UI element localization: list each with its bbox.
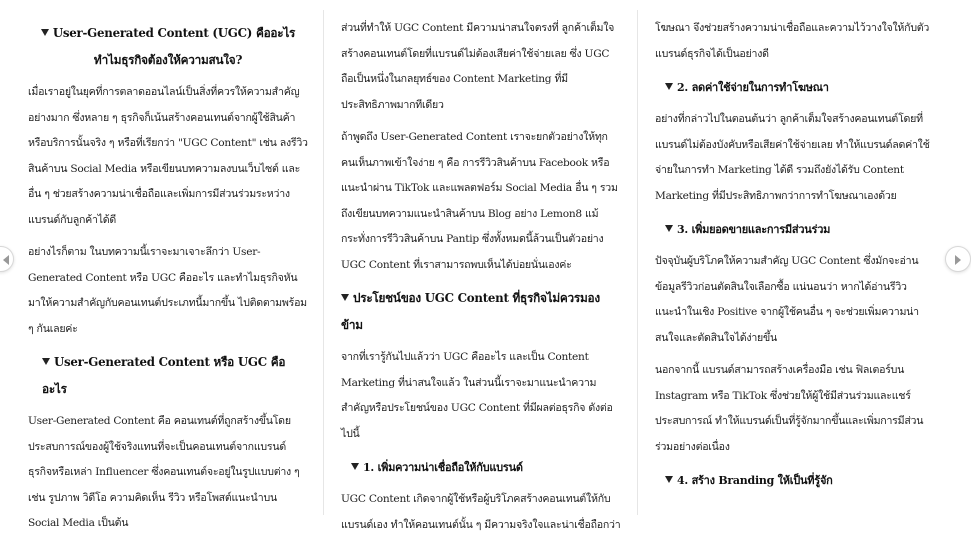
paragraph-benefit-1: UGC Content เกิดจากผู้ใช้หรือผู้บริโภคสร้างคอนเทนต์ให้กับแบรนด์เอง ทำให้คอนเทนต์นั้น ๆ มีความจริงใจและน่าเชื่อถือกว่า [341,493,621,531]
paragraph-benefits-intro: จากที่เรารู้กันไปแล้วว่า UGC คืออะไร และเป็น Content Marketing ที่น่าสนใจแล้ว ในส่วนนี้เราจะมาแนะนำความสำคัญหรือประโยชน์ของ UGC Content ที่มีผลต่อธุรกิจ ดังต่อไปนี้ [341,351,613,440]
heading-ugc-main: User-Generated Content (UGC) คืออะไร ทำไมธุรกิจต้องให้ความสนใจ? [28,20,308,74]
chevron-left-icon [3,255,9,265]
heading-ugc-what: User-Generated Content หรือ UGC คืออะไร [42,355,286,396]
heading-benefit-3: 3. เพิ่มยอดขายและการมีส่วนร่วม [655,216,933,243]
next-page-button[interactable] [945,246,971,272]
chevron-right-icon [955,255,961,265]
paragraph-overview: อย่างไรก็ตาม ในบทความนี้เราจะมาเจาะลึกว่า User-Generated Content หรือ UGC คืออะไร และทำไมธุรกิจหันมาให้ความสำคัญกับคอนเทนต์ประเภทนี้มากขึ้น ไปติดตามพร้อม ๆ กันเลยค่ะ [28,246,307,335]
paragraph-interest: ส่วนที่ทำให้ UGC Content มีความน่าสนใจตรงที่ ลูกค้าเต็มใจสร้างคอนเทนต์โดยที่แบรนด์ไม่ต้องเสียค่าใช้จ่ายเลย ซึ่ง UGC ถือเป็นหนึ่งในกลยุทธ์ของ Content Marketing ที่มีประสิทธิภาพมากทีเดียว [341,22,615,111]
triangle-bullet-icon [665,476,673,483]
triangle-bullet-icon [42,358,50,365]
paragraph-benefit-1-cont: โฆษณา จึงช่วยสร้างความน่าเชื่อถือและความไว้วางใจให้กับตัวแบรนด์ธุรกิจได้เป็นอย่างดี [655,22,930,60]
column-divider [323,10,324,515]
paragraph-benefit-3: ปัจจุบันผู้บริโภคให้ความสำคัญ UGC Content ซึ่งมักจะอ่านข้อมูลรีวิวก่อนตัดสินใจเลือกซื้อ แน่นอนว่า หากได้อ่านรีวิวแนะนำในเชิง Positive จากผู้ใช้คนอื่น ๆ จะช่วยเพิ่มความน่าสนใจและตัดสินใจได้ง่ายขึ้น [655,255,919,344]
paragraph-definition: User-Generated Content คือ คอนเทนต์ที่ถูกสร้างขึ้นโดยประสบการณ์ของผู้ใช้จริงแทนที่จะเป็นคอนเทนต์จากแบรนด์ธุรกิจหรือเหล่า Influencer ซึ่งคอนเทนต์จะอยู่ในรูปแบบต่าง ๆ เช่น รูปภาพ วิดีโอ ความคิดเห็น รีวิว หรือโพสต์แนะนำบน Social Media เป็นต้น [28,415,300,529]
column-1 [28,16,308,529]
paragraph-benefit-3-tools: นอกจากนี้ แบรนด์สามารถสร้างเครื่องมือ เช่น ฟิลเตอร์บน Instagram หรือ TikTok ซึ่งช่วยให้ผู้ใช้มีส่วนร่วมและแชร์ประสบการณ์ ทำให้แบรนด์เป็นที่รู้จักมากขึ้นและเพิ่มการมีส่วนร่วมอย่างต่อเนื่อง [655,364,924,453]
column-divider [637,10,638,515]
triangle-bullet-icon [41,29,49,36]
paragraph-examples: ถ้าพูดถึง User-Generated Content เราจะยกตัวอย่างให้ทุกคนเห็นภาพเข้าใจง่าย ๆ คือ การรีวิวสินค้าบน Facebook หรือแนะนำผ่าน TikTok และแพลตฟอร์ม Social Media อื่น ๆ รวมถึงเขียนบทความแนะนำสินค้าบน Blog อย่าง Lemon8 แม้กระทั่งการรีวิวสินค้าบน Pantip ซึ่งทั้งหมดนี้ล้วนเป็นตัวอย่าง UGC Content ที่เราสามารถพบเห็นได้บ่อยนั่นเองค่ะ [341,131,618,271]
column-2 [341,16,621,531]
heading-benefit-2: 2. ลดค่าใช้จ่ายในการทำโฆษณา [655,74,933,101]
paragraph-benefit-2: อย่างที่กล่าวไปในตอนต้นว่า ลูกค้าเต็มใจสร้างคอนเทนต์โดยที่แบรนด์ไม่ต้องบังคับหรือเสียค่าใช้จ่ายเลย ทำให้แบรนด์ลดค่าใช้จ่ายในการทำ Marketing ได้ดี รวมถึงยังได้รับ Content Marketing ที่มีประสิทธิภาพกว่าการทำโฆษณาเองด้วย [655,113,930,202]
heading-benefits: ประโยชน์ของ UGC Content ที่ธุรกิจไม่ควรมองข้าม [341,291,600,332]
heading-benefit-4: 4. สร้าง Branding ให้เป็นที่รู้จัก [655,467,933,494]
heading-benefit-1: 1. เพิ่มความน่าเชื่อถือให้กับแบรนด์ [341,454,621,481]
paragraph-intro: เมื่อเราอยู่ในยุคที่การตลาดออนไลน์เป็นสิ่งที่ควรให้ความสำคัญอย่างมาก ซึ่งหลาย ๆ ธุรกิจก็เน้นสร้างคอนเทนต์จากผู้ใช้สินค้าหรือบริการนั้นจริง ๆ หรือที่เรียกว่า "UGC Content" เช่น ลงรีวิวสินค้าบน Social Media หรือเขียนบทความลงบนเว็บไซต์ และอื่น ๆ ช่วยสร้างความน่าเชื่อถือและเพิ่มการมีส่วนร่วมระหว่างแบรนด์กับลูกค้าได้ดี [28,86,308,226]
triangle-bullet-icon [665,225,673,232]
triangle-bullet-icon [341,294,349,301]
triangle-bullet-icon [351,463,359,470]
triangle-bullet-icon [665,83,673,90]
column-3 [655,16,933,516]
